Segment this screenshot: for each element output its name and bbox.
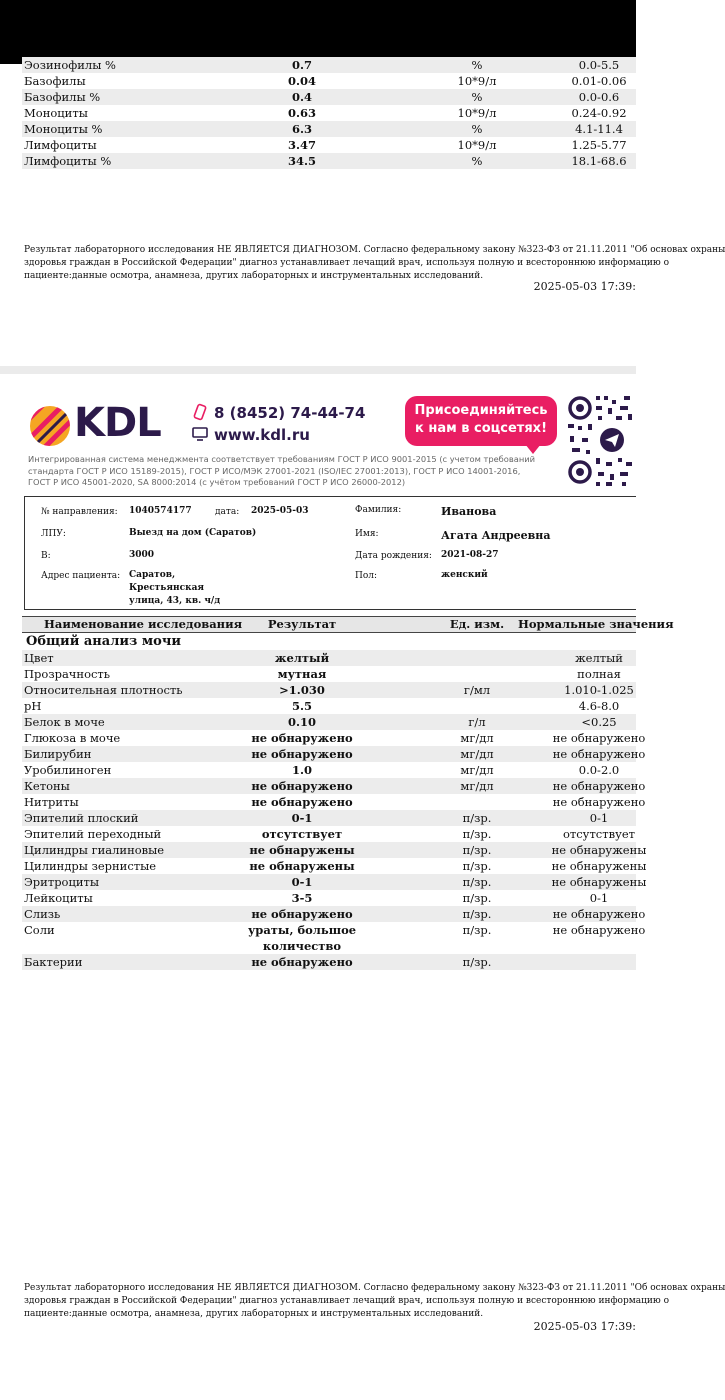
result-name: Лейкоциты — [24, 891, 93, 905]
v-value: 3000 — [129, 550, 155, 560]
result-norm: не обнаружено — [552, 779, 646, 793]
result-value: 0.04 — [287, 74, 316, 88]
print-timestamp: 2025-05-03 17:39: — [533, 280, 636, 293]
result-value: 34.5 — [287, 154, 316, 168]
lpu-label: ЛПУ: — [41, 529, 66, 539]
table-row — [22, 698, 636, 714]
disclaimer-text — [24, 244, 725, 283]
surname-value: Иванова — [441, 505, 497, 518]
result-unit: % — [471, 154, 483, 168]
col-result-header: Результат — [267, 617, 337, 631]
result-unit: мг/дл — [460, 731, 494, 745]
result-value: не обнаружено — [251, 795, 353, 809]
result-value — [222, 922, 382, 954]
table-row — [22, 57, 636, 73]
result-value: не обнаружено — [251, 779, 353, 793]
col-name-header: Наименование исследования — [44, 617, 243, 631]
disclaimer-line: пациенте:данные осмотра, анамнеза, других лабораторных и инструментальных исследований. — [24, 271, 484, 281]
result-name: pH — [24, 699, 42, 713]
result-name: Слизь — [24, 907, 61, 921]
phone-icon — [192, 404, 208, 420]
result-unit: п/зр. — [462, 891, 492, 905]
referral-label: № направления: — [41, 507, 118, 517]
table-row — [22, 105, 636, 121]
result-norm: 0.01-0.06 — [571, 74, 627, 88]
table-row — [22, 746, 646, 762]
col-norm-header: Нормальные значения — [518, 617, 674, 631]
result-norm: желтый — [575, 651, 623, 665]
table-row — [22, 890, 636, 906]
result-unit: 10*9/л — [457, 106, 497, 120]
result-norm: 0.0-0.6 — [578, 90, 620, 104]
result-norm: 0.0-2.0 — [578, 763, 620, 777]
result-name: Глюкоза в моче — [24, 731, 121, 745]
table-row — [22, 682, 636, 698]
result-value: не обнаружены — [249, 843, 355, 857]
disclaimer-line: Результат лабораторного исследования НЕ ЯВЛЯЕТСЯ ДИАГНОЗОМ. Согласно федеральному закону №323-ФЗ от 21.11.2011 "Об основах охраны — [24, 245, 725, 255]
result-unit: 10*9/л — [457, 138, 497, 152]
surname-label: Фамилия: — [355, 505, 402, 515]
result-unit: п/зр. — [462, 843, 492, 857]
table-row — [22, 714, 636, 730]
result-name: Белок в моче — [24, 715, 105, 729]
result-norm: 0-1 — [589, 811, 609, 825]
result-norm: 0-1 — [589, 891, 609, 905]
result-name: Эпителий переходный — [24, 827, 162, 841]
result-value: мутная — [277, 667, 327, 681]
sex-label: Пол: — [355, 571, 378, 581]
result-norm: отсутствует — [562, 827, 636, 841]
result-value: не обнаружено — [251, 731, 353, 745]
result-value: 0.10 — [287, 715, 316, 729]
result-value: 6.3 — [291, 122, 312, 136]
result-unit: г/мл — [463, 683, 491, 697]
table-row — [22, 650, 636, 666]
result-name: Нитриты — [24, 795, 79, 809]
result-name: Относительная плотность — [24, 683, 183, 697]
result-value: отсутствует — [261, 827, 343, 841]
result-unit: 10*9/л — [457, 74, 497, 88]
table-row — [22, 730, 646, 746]
result-unit: п/зр. — [462, 907, 492, 921]
table-row — [22, 778, 646, 794]
result-name: Цилиндры зернистые — [24, 859, 157, 873]
result-value: 0-1 — [291, 875, 313, 889]
address-line: улица, 43, кв. ч/д — [129, 596, 221, 606]
phone-contact[interactable] — [192, 404, 365, 422]
result-value: 5.5 — [291, 699, 312, 713]
result-norm: не обнаружено — [552, 907, 646, 921]
result-norm: 18.1-68.6 — [571, 154, 627, 168]
date-label: дата: — [215, 507, 240, 517]
table-row — [22, 73, 636, 89]
result-unit: % — [471, 90, 483, 104]
referral-date: 2025-05-03 — [251, 506, 309, 516]
result-value: 3.47 — [287, 138, 316, 152]
social-banner[interactable] — [405, 396, 557, 446]
result-name: Эритроциты — [24, 875, 100, 889]
table-row — [22, 922, 646, 954]
table-row — [22, 153, 636, 169]
result-unit: мг/дл — [460, 763, 494, 777]
dob-label: Дата рождения: — [355, 551, 432, 561]
result-unit: мг/дл — [460, 747, 494, 761]
table-row — [22, 137, 636, 153]
result-name: Эпителий плоский — [24, 811, 139, 825]
disclaimer-line: пациенте:данные осмотра, анамнеза, других лабораторных и инструментальных исследований. — [24, 1309, 484, 1319]
result-name: Эозинофилы % — [24, 58, 116, 72]
result-value: не обнаружено — [251, 747, 353, 761]
result-value: не обнаружены — [249, 859, 355, 873]
table-row — [22, 121, 636, 137]
social-banner-line: Присоединяйтесь — [414, 403, 548, 418]
result-unit: п/зр. — [462, 923, 492, 937]
iso-line: стандарта ГОСТ Р ИСО 15189-2015), ГОСТ Р ИСО/МЭК 27001-2021 (ISO/IEC 27001:2013), ГОСТ Р ИСО 14001-2016, — [28, 465, 521, 476]
address-label: Адрес пациента: — [41, 571, 121, 581]
result-norm: не обнаружены — [551, 859, 647, 873]
name-label: Имя: — [355, 529, 379, 539]
print-timestamp: 2025-05-03 17:39: — [533, 1320, 636, 1333]
result-norm: не обнаружены — [551, 875, 647, 889]
result-norm: не обнаружено — [552, 747, 646, 761]
result-norm: полная — [577, 667, 621, 681]
result-name: Цилиндры гиалиновые — [24, 843, 165, 857]
result-norm: не обнаружено — [552, 923, 646, 937]
lpu-value: Выезд на дом (Саратов) — [129, 528, 257, 538]
sex-value: женский — [441, 570, 488, 580]
result-name: Кетоны — [24, 779, 70, 793]
website-url: www.kdl.ru — [214, 426, 310, 444]
website-link[interactable] — [192, 426, 310, 444]
result-value: 0.7 — [291, 58, 312, 72]
result-value: 1.0 — [291, 763, 312, 777]
result-norm: 0.0-5.5 — [578, 58, 620, 72]
dob-value: 2021-08-27 — [441, 550, 499, 560]
result-name: Базофилы — [24, 74, 86, 88]
disclaimer-line: Результат лабораторного исследования НЕ ЯВЛЯЕТСЯ ДИАГНОЗОМ. Согласно федеральному закону №323-ФЗ от 21.11.2011 "Об основах охраны — [24, 1283, 725, 1293]
result-norm: не обнаружено — [552, 731, 646, 745]
result-value: не обнаружено — [251, 955, 353, 969]
result-name: Бактерии — [24, 955, 83, 969]
disclaimer-text — [24, 1282, 725, 1321]
result-name: Билирубин — [24, 747, 92, 761]
result-unit: % — [471, 58, 483, 72]
result-value-line: ураты, большое — [247, 923, 357, 937]
result-norm: 4.1-11.4 — [575, 122, 623, 136]
table-row — [22, 89, 636, 105]
result-unit: п/зр. — [462, 955, 492, 969]
table-row — [22, 762, 636, 778]
result-name: Соли — [24, 923, 55, 937]
result-unit: п/зр. — [462, 859, 492, 873]
result-name: Лимфоциты % — [24, 154, 112, 168]
disclaimer-line: здоровья граждан в Российской Федерации" диагноз устанавливает лечащий врач, используя полную и всестороннюю информацию о — [24, 1296, 669, 1306]
result-unit: п/зр. — [462, 875, 492, 889]
result-norm: не обнаружены — [551, 843, 647, 857]
disclaimer-line: здоровья граждан в Российской Федерации" диагноз устанавливает лечащий врач, используя полную и всестороннюю информацию о — [24, 258, 669, 268]
screen-top-bar — [0, 0, 636, 64]
v-label: В: — [41, 551, 51, 561]
address-line: Саратов, — [129, 570, 176, 580]
result-value: 3-5 — [291, 891, 313, 905]
result-value: 0-1 — [291, 811, 313, 825]
report-page-1 — [0, 58, 725, 366]
page-separator — [0, 366, 636, 374]
result-name: Уробилиноген — [24, 763, 112, 777]
result-name: Прозрачность — [24, 667, 111, 681]
table-row — [22, 666, 636, 682]
phone-number: 8 (8452) 74-44-74 — [214, 404, 366, 422]
qr-code-icon[interactable] — [566, 392, 636, 488]
kdl-logo-text: KDL — [74, 400, 161, 446]
result-unit: п/зр. — [462, 827, 492, 841]
result-norm: 1.010-1.025 — [564, 683, 634, 697]
result-name: Моноциты — [24, 106, 88, 120]
table-row — [22, 906, 646, 922]
referral-number: 1040574177 — [129, 506, 192, 516]
result-name: Моноциты % — [24, 122, 103, 136]
table-row — [22, 826, 636, 842]
section-title: Общий анализ мочи — [26, 634, 181, 649]
result-value-line: количество — [262, 939, 342, 953]
table-row — [22, 794, 646, 810]
result-value: 0.63 — [287, 106, 316, 120]
results-table-header — [22, 616, 674, 633]
result-unit: % — [471, 122, 483, 136]
report-page-2 — [0, 374, 725, 1400]
result-unit: п/зр. — [462, 811, 492, 825]
table-row — [22, 954, 636, 970]
result-name: Лимфоциты — [24, 138, 97, 152]
result-value: не обнаружено — [251, 907, 353, 921]
address-line: Крестьянская — [129, 583, 205, 593]
result-norm: 4.6-8.0 — [578, 699, 620, 713]
result-value: 0.4 — [291, 90, 312, 104]
table-row — [22, 858, 647, 874]
col-unit-header: Ед. изм. — [449, 617, 505, 631]
result-norm: не обнаружено — [552, 795, 646, 809]
patient-info-box — [24, 496, 636, 610]
result-unit: г/л — [468, 715, 486, 729]
result-name: Базофилы % — [24, 90, 101, 104]
social-banner-line: к нам в соцсетях! — [415, 421, 547, 436]
table-row — [22, 842, 647, 858]
result-norm: 1.25-5.77 — [571, 138, 627, 152]
name-value: Агата Андреевна — [441, 529, 551, 542]
address-value — [129, 569, 220, 608]
result-norm: <0.25 — [581, 715, 617, 729]
iso-line: ГОСТ Р ИСО 45001-2020, SA 8000:2014 (с учётом требований ГОСТ Р ИСО 26000-2012) — [28, 477, 406, 487]
iso-line: Интегрированная система менеджмента соответствует требованиям ГОСТ Р ИСО 9001-2015 (с учетом требований — [28, 454, 536, 464]
iso-certification-text — [28, 454, 568, 489]
result-norm: 0.24-0.92 — [571, 106, 627, 120]
result-value: >1.030 — [279, 683, 325, 697]
table-row — [22, 874, 647, 890]
monitor-icon — [192, 426, 208, 442]
result-unit: мг/дл — [460, 779, 494, 793]
result-value: желтый — [274, 651, 330, 665]
result-name: Цвет — [24, 651, 54, 665]
table-row — [22, 810, 636, 826]
